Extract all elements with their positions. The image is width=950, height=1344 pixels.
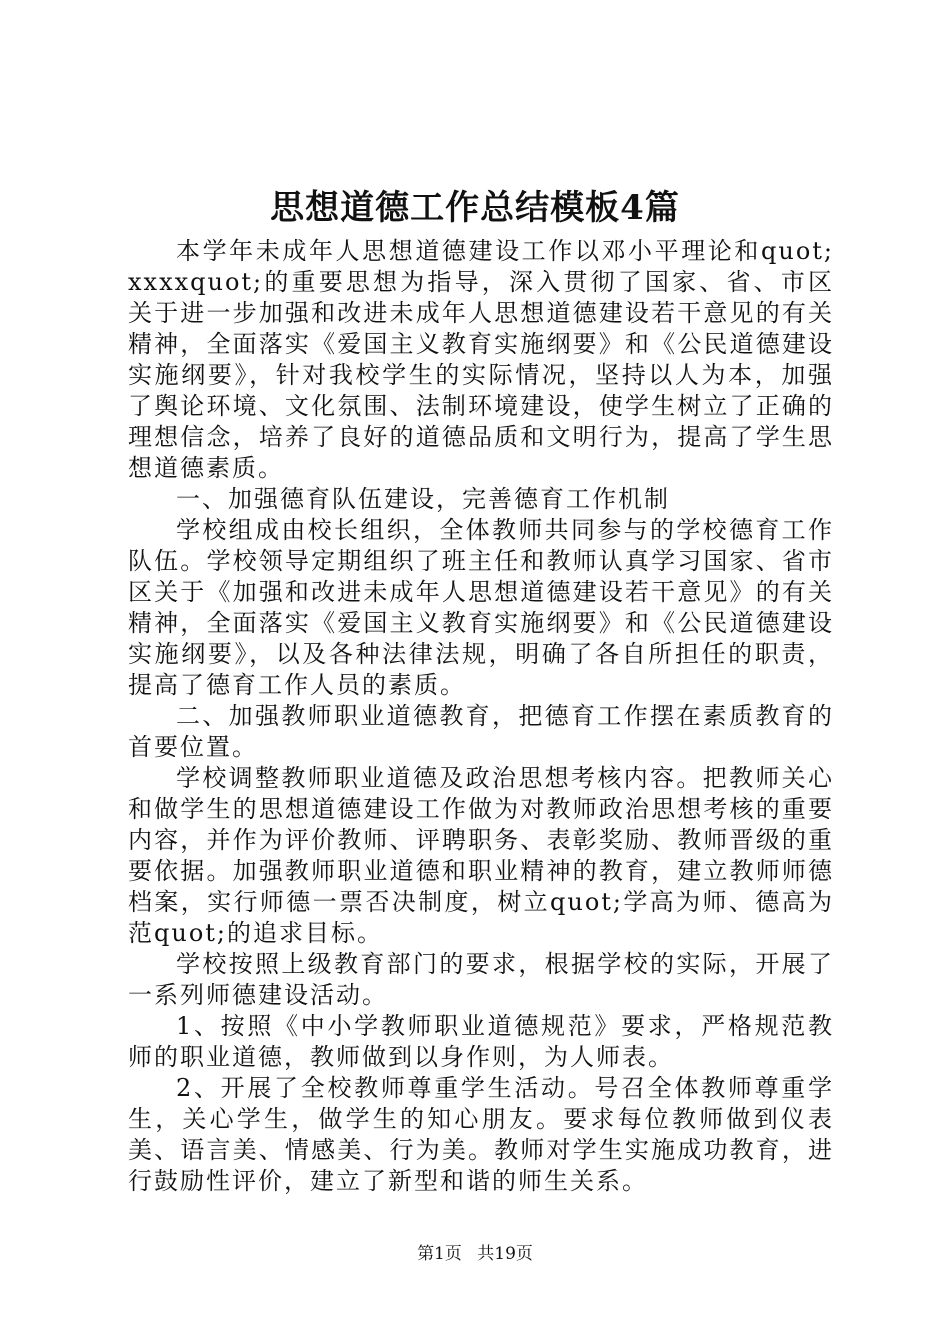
paragraph-3: 学校按照上级教育部门的要求，根据学校的实际，开展了一系列师德建设活动。 — [128, 950, 834, 1009]
page-total: 共19页 — [477, 1244, 533, 1264]
page-footer — [0, 1242, 950, 1266]
list-item-1: 1、按照《中小学教师职业道德规范》要求，严格规范教师的职业道德，教师做到以身作则，为人师表。 — [128, 1012, 834, 1071]
document-title: 思想道德工作总结模板4篇 — [270, 188, 680, 228]
paragraph-1: 学校组成由校长组织，全体教师共同参与的学校德育工作队伍。学校领导定期组织了班主任和教师认真学习国家、省市区关于《加强和改进未成年人思想道德建设若干意见》的有关精神，全面落实《爱国主义教育实施纲要》和《公民道德建设实施纲要》，以及各种法律法规，明确了各自所担任的职责，提高了德育工作人员的素质。 — [128, 516, 834, 699]
page-number: 第1页 — [417, 1244, 462, 1264]
paragraph-2: 学校调整教师职业道德及政治思想考核内容。把教师关心和做学生的思想道德建设工作做为对教师政治思想考核的重要内容，并作为评价教师、评聘职务、表彰奖励、教师晋级的重要依据。加强教师职业道德和职业精神的教育，建立教师师德档案，实行师德一票否决制度，树立quot;学高为师、德高为范quot;的追求目标。 — [128, 764, 834, 947]
document-body — [128, 236, 834, 1197]
paragraph-intro: 本学年未成年人思想道德建设工作以邓小平理论和quot;xxxxquot;的重要思想为指导，深入贯彻了国家、省、市区关于进一步加强和改进未成年人思想道德建设若干意见的有关精神，全面落实《爱国主义教育实施纲要》和《公民道德建设实施纲要》，针对我校学生的实际情况，坚持以人为本，加强了舆论环境、文化氛围、法制环境建设，使学生树立了正确的理想信念，培养了良好的道德品质和文明行为，提高了学生思想道德素质。 — [128, 237, 834, 482]
section-heading-2: 二、加强教师职业道德教育，把德育工作摆在素质教育的首要位置。 — [128, 702, 834, 761]
list-item-2: 2、开展了全校教师尊重学生活动。号召全体教师尊重学生，关心学生，做学生的知心朋友。要求每位教师做到仪表美、语言美、情感美、行为美。教师对学生实施成功教育，进行鼓励性评价，建立了新型和谐的师生关系。 — [128, 1074, 834, 1195]
section-heading-1: 一、加强德育队伍建设，完善德育工作机制 — [176, 485, 670, 513]
